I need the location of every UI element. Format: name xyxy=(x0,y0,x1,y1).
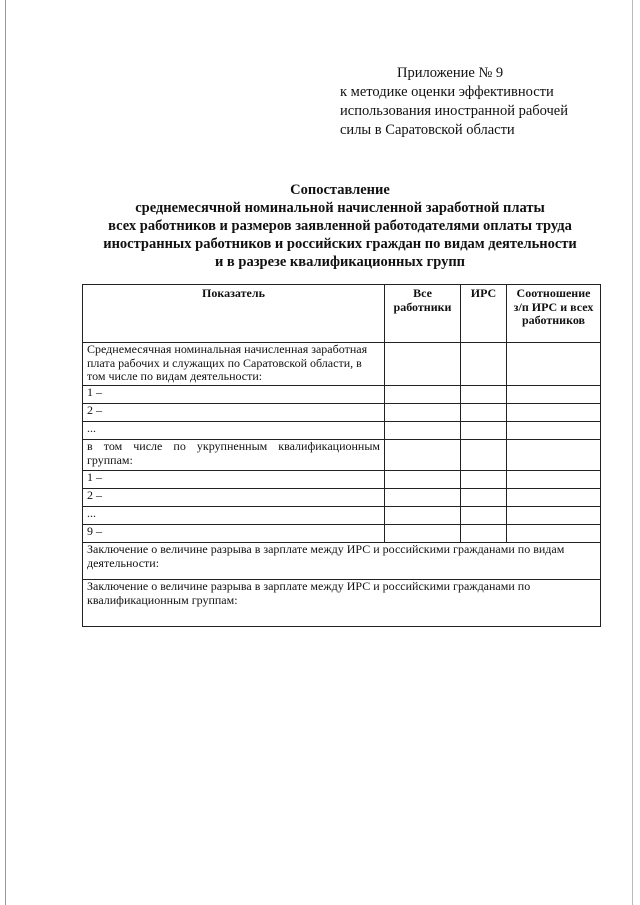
cell-empty xyxy=(461,440,507,471)
cell-empty xyxy=(507,489,601,507)
cell-empty xyxy=(385,440,461,471)
row-label: Среднемесячная номинальная начисленная заработная плата рабочих и служащих по Саратовской области, в том числе по видам деятельности: xyxy=(83,343,385,386)
title-line: иностранных работников и российских граждан по видам деятельности xyxy=(103,236,577,252)
header-irs: ИРС xyxy=(461,285,507,343)
cell-empty xyxy=(507,386,601,404)
comparison-table xyxy=(82,284,601,627)
table-header-row xyxy=(83,285,601,343)
table-row xyxy=(83,525,601,543)
row-label: 2 – xyxy=(83,489,385,507)
cell-empty xyxy=(507,422,601,440)
cell-empty xyxy=(385,507,461,525)
title-line: всех работников и размеров заявленной работодателями оплаты труда xyxy=(108,218,572,234)
conclusion-row xyxy=(83,580,601,627)
header-all-workers: Все работники xyxy=(385,285,461,343)
row-label: в том числе по укрупненным квалификационным группам: xyxy=(83,440,385,471)
cell-empty xyxy=(507,404,601,422)
appendix-number: Приложение № 9 xyxy=(397,65,504,81)
cell-empty xyxy=(461,507,507,525)
cell-empty xyxy=(385,471,461,489)
row-label: 2 – xyxy=(83,404,385,422)
conclusion-qualification: Заключение о величине разрыва в зарплате между ИРС и российскими гражданами по квалификационным группам: xyxy=(83,580,601,627)
appendix-line: силы в Саратовской области xyxy=(340,122,515,138)
header-ratio: Соотношение з/п ИРС и всех работников xyxy=(507,285,601,343)
cell-empty xyxy=(461,471,507,489)
cell-empty xyxy=(507,507,601,525)
conclusion-row xyxy=(83,543,601,580)
table-row xyxy=(83,440,601,471)
cell-empty xyxy=(385,343,461,386)
cell-empty xyxy=(461,422,507,440)
cell-empty xyxy=(461,525,507,543)
document-title xyxy=(80,181,600,271)
title-line: Сопоставление xyxy=(290,182,390,198)
row-label: ... xyxy=(83,422,385,440)
cell-empty xyxy=(385,422,461,440)
row-label: 9 – xyxy=(83,525,385,543)
cell-empty xyxy=(507,525,601,543)
table-row xyxy=(83,404,601,422)
cell-empty xyxy=(507,343,601,386)
title-line: среднемесячной номинальной начисленной заработной платы xyxy=(135,200,545,216)
header-indicator: Показатель xyxy=(83,285,385,343)
cell-empty xyxy=(461,404,507,422)
conclusion-activity: Заключение о величине разрыва в зарплате между ИРС и российскими гражданами по видам деятельности: xyxy=(83,543,601,580)
table-row xyxy=(83,507,601,525)
cell-empty xyxy=(507,471,601,489)
appendix-line: использования иностранной рабочей xyxy=(340,103,569,119)
cell-empty xyxy=(385,489,461,507)
cell-empty xyxy=(461,489,507,507)
cell-empty xyxy=(385,386,461,404)
table-row xyxy=(83,422,601,440)
cell-empty xyxy=(461,386,507,404)
table-row xyxy=(83,489,601,507)
appendix-header xyxy=(340,64,620,140)
cell-empty xyxy=(461,343,507,386)
cell-empty xyxy=(385,525,461,543)
table-row xyxy=(83,471,601,489)
cell-empty xyxy=(507,440,601,471)
title-line: и в разрезе квалификационных групп xyxy=(214,254,466,270)
table-row xyxy=(83,386,601,404)
row-label: 1 – xyxy=(83,386,385,404)
row-label: 1 – xyxy=(83,471,385,489)
appendix-line: к методике оценки эффективности xyxy=(340,84,554,100)
cell-empty xyxy=(385,404,461,422)
row-label: ... xyxy=(83,507,385,525)
table-row xyxy=(83,343,601,386)
